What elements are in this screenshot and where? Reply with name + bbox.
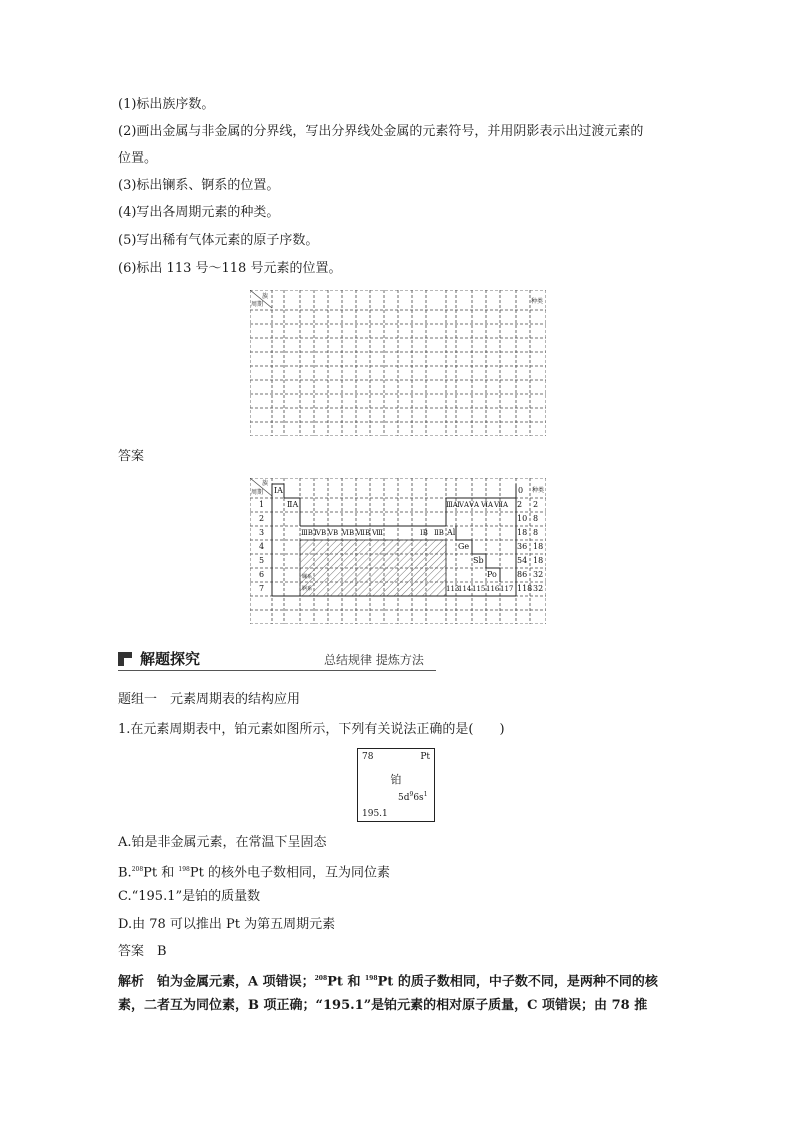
noble-gas-number: 2 <box>517 500 523 509</box>
ans-corner-top: 族 <box>262 480 269 487</box>
answer-periodic-table <box>250 478 546 628</box>
main-group-label: ⅤA <box>469 501 480 509</box>
question-line-6: (5)写出稀有气体元素的原子序数。 <box>118 233 319 248</box>
platinum-element-card <box>357 748 435 822</box>
section-subtitle: 总结规律 提炼方法 <box>324 653 424 667</box>
transition-group-label: ⅡB <box>434 529 444 537</box>
atomic-mass: 195.1 <box>362 809 388 819</box>
noble-gas-number: 18 <box>517 528 528 537</box>
element-sb: Sb <box>473 556 484 565</box>
element-po: Po <box>487 570 497 579</box>
period-label: 3 <box>259 528 265 537</box>
period-label: 1 <box>259 500 265 509</box>
main-group-label: ⅥA <box>481 501 494 509</box>
period-kinds: 8 <box>533 528 539 537</box>
period-label: 5 <box>259 556 265 565</box>
option-a: A.铂是非金属元素，在常温下呈固态 <box>118 835 327 850</box>
electron-config: $5d^96s^1$ <box>398 791 428 803</box>
transition-group-label: Ⅷ <box>372 529 384 537</box>
atomic-number: 78 <box>362 752 374 762</box>
transition-group-label: ⅣB <box>314 529 327 537</box>
lanthanides-label: 镧系 <box>302 574 313 580</box>
transition-shading <box>300 540 446 596</box>
period-kinds: 18 <box>533 542 544 551</box>
question-line-2: (2)画出金属与非金属的分界线，写出分界线处金属的元素符号，并用阴影表示出过渡元素的 <box>118 124 644 139</box>
noble-gas-number: 54 <box>517 556 528 565</box>
main-group-label: ⅣA <box>457 501 470 509</box>
question-line-4: (3)标出镧系、锕系的位置。 <box>118 178 280 193</box>
transition-group-label: ⅦB <box>356 529 371 537</box>
answer-grid-svg <box>250 478 546 624</box>
group-2A-label: ⅡA <box>287 500 299 509</box>
section-header <box>118 648 436 674</box>
blank-corner-bottom: 周期 <box>251 301 264 308</box>
question-line-1: (1)标出族序数。 <box>118 97 215 112</box>
noble-gas-number: 118 <box>517 584 533 593</box>
period-kinds: 18 <box>533 556 544 565</box>
period-label: 2 <box>259 514 265 523</box>
period-kinds: 8 <box>533 514 539 523</box>
element-name: 铂 <box>390 773 402 786</box>
group-1A-label: ⅠA <box>274 486 283 495</box>
period-kinds: 32 <box>533 584 544 593</box>
new-element-number: 114 <box>458 585 472 593</box>
noble-gas-number: 36 <box>517 542 528 551</box>
explanation-line-1: 解析 铂为金属元素，A 项错误；$^{208}$Pt 和 $^{198}$Pt 的质子数相同，中子数不同，是两种不同的核 <box>118 974 658 990</box>
option-c: C.“195.1”是铂的质量数 <box>118 889 261 904</box>
period-label: 4 <box>259 542 265 551</box>
question-line-7: (6)标出 113 号～118 号元素的位置。 <box>118 261 342 276</box>
section-title: 解题探究 <box>140 650 201 668</box>
section-square-notch <box>124 658 132 666</box>
noble-gas-number: 86 <box>517 570 528 579</box>
blank-periodic-table <box>250 290 546 440</box>
new-element-number: 113 <box>446 585 460 593</box>
ans-corner-bottom: 周期 <box>251 489 264 496</box>
answer-line: 答案 B <box>118 944 167 959</box>
main-group-label: ⅦA <box>494 501 509 509</box>
transition-group-label: ⅥB <box>342 529 355 537</box>
element-al: Al <box>447 528 456 537</box>
element-ge: Ge <box>458 542 470 551</box>
element-symbol: Pt <box>420 752 430 762</box>
explanation-line-2: 素，二者互为同位素，B 项正确；“195.1”是铂元素的相对原子质量，C 项错误；由 78 推 <box>118 998 648 1013</box>
period-kinds: 2 <box>533 500 539 509</box>
period-label: 6 <box>259 570 265 579</box>
transition-group-label: ⅢB <box>301 529 313 537</box>
kinds-header: 种类 <box>532 487 545 494</box>
new-element-number: 117 <box>500 585 514 593</box>
section-underline <box>118 670 436 671</box>
option-b: B.$^{208}$Pt 和 $^{198}$Pt 的核外电子数相同，互为同位素 <box>118 865 390 881</box>
question-1-stem: 1.在元素周期表中，铂元素如图所示，下列有关说法正确的是( ) <box>118 722 505 737</box>
question-line-3: 位置。 <box>118 151 158 166</box>
main-group-label: ⅢA <box>446 501 458 509</box>
noble-gas-number: 10 <box>517 514 528 523</box>
option-d: D.由 78 可以推出 Pt 为第五周期元素 <box>118 917 336 932</box>
actinides-label: 锕系 <box>302 586 313 592</box>
transition-group-label: ⅠB <box>420 529 428 537</box>
period-kinds: 32 <box>533 570 544 579</box>
period-label: 7 <box>259 584 265 593</box>
answer-label: 答案 <box>118 449 145 464</box>
group-0-label: 0 <box>518 486 524 495</box>
transition-group-label: ⅤB <box>328 529 339 537</box>
blank-corner-top: 族 <box>262 293 269 300</box>
blank-kinds-header: 种类 <box>531 298 544 305</box>
group-title: 题组一 元素周期表的结构应用 <box>118 692 301 707</box>
question-line-5: (4)写出各周期元素的种类。 <box>118 205 280 220</box>
new-element-number: 116 <box>486 585 500 593</box>
blank-grid-svg <box>250 290 546 436</box>
new-element-number: 115 <box>472 585 486 593</box>
